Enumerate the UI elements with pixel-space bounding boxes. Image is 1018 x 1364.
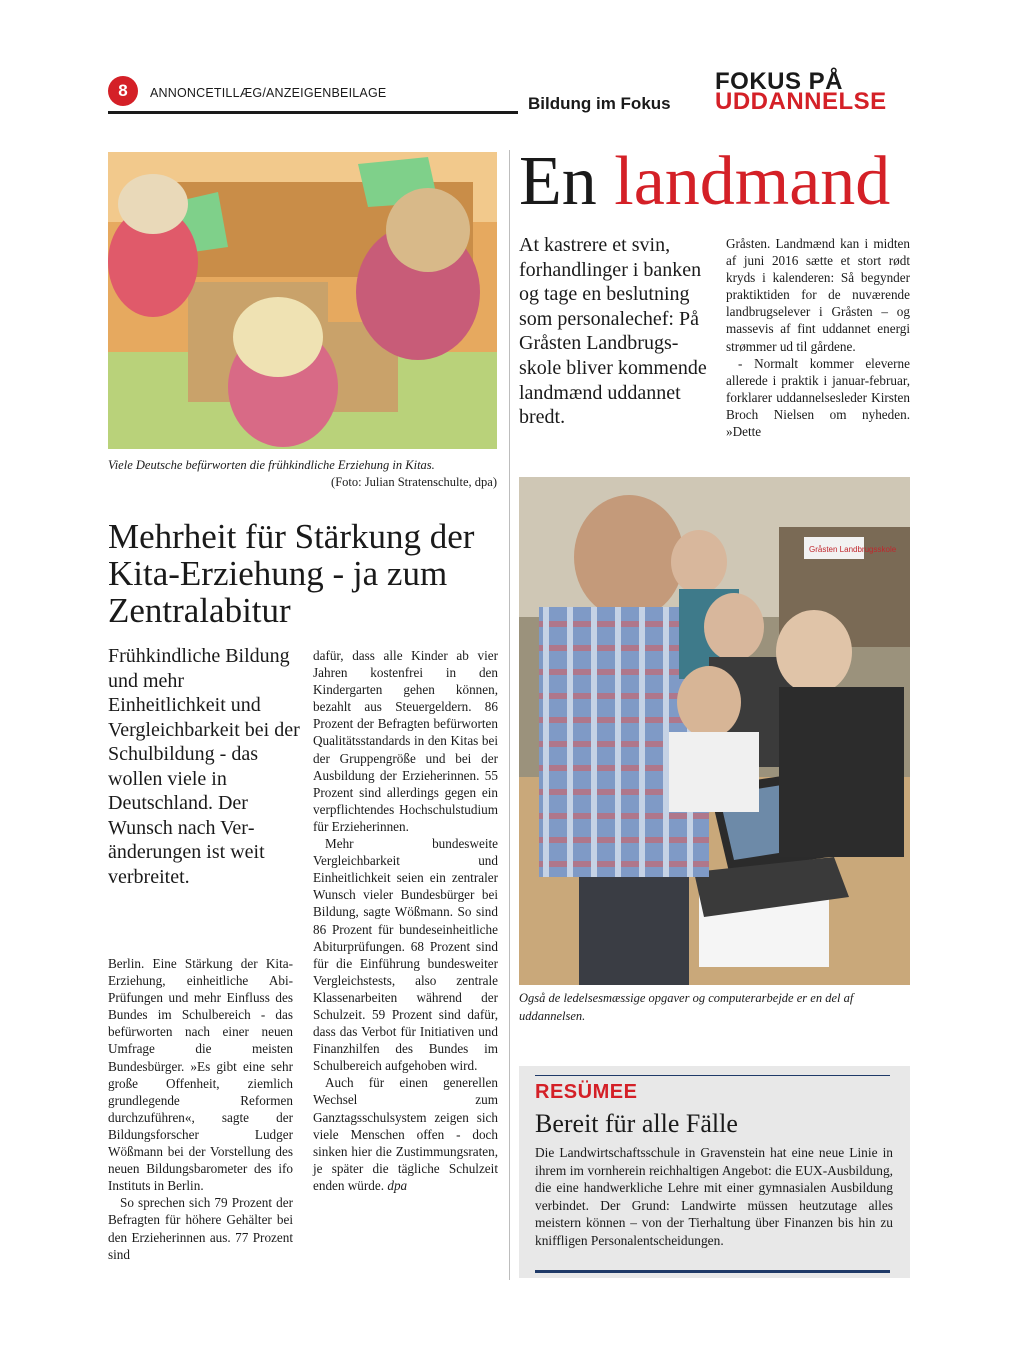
- right-photo-caption: Også de ledelsesmæssige opgaver og computerarbejde er en del af uddannelsen.: [519, 991, 854, 1023]
- headline-word-landmand: landmand: [614, 143, 891, 220]
- page-number-badge: 8: [108, 76, 138, 106]
- article-column-1: [108, 955, 293, 1263]
- body-paragraph: Mehr bundesweite Vergleichbarkeit und Einheitlichkeit seien ein zentraler Wunsch vieler Bundesbürger bei Bildung, sagte Wößmann. So sind 86 Prozent für bundeseinheitliche Abiturprüfungen. 68 Prozent sind für die Einführung bundesweiter Vergleichstests, also zentrale Klassenarbeiten während der Schulzeit. 59 Prozent sind dafür, dass das Verbot für Initiativen und Finanzhilfen des Bundes im Schulbereich aufgehoben wird.: [313, 836, 498, 1074]
- resumee-body: Die Landwirtschaftsschule in Gravenstein hat eine neue Linie in ihrem im vornherein reichhaltigen Angebot: die EUX-Ausbildung, die eine handwerkliche Lehre mit einer gymnasialen Ausbildung verbindet. Der Grund: Landwirte müssen heutzutage alles meistern können – von der Tierhaltung über Finanzen bis hin zu kniffligen Personalentscheidungen.: [535, 1145, 893, 1248]
- article-lead: Frühkindliche Bildung und mehr Einheitlichkeit und Vergleichbarkeit bei der Schulbildung - das wollen viele in Deutschland. Der Wunsch nach Veränderungen ist weit verbreitet.: [108, 645, 300, 888]
- photo-credit: (Foto: Julian Stratenschulte, dpa): [331, 475, 497, 489]
- students-photo-illustration: [519, 477, 910, 985]
- column-divider: [509, 150, 510, 1280]
- body-text: Auch für einen generellen Wechsel zum Ganztagsschulsystem zeigen sich viele Menschen offen - doch sinken hier die Zustimmungsraten, je später die tägliche Schulzeit enden würde.: [313, 1075, 498, 1193]
- resumee-kicker: RESÜMEE: [535, 1081, 638, 1103]
- kita-photo-illustration: [108, 152, 497, 449]
- body-paragraph: So sprechen sich 79 Prozent der Befragten für höhere Gehälter bei den Erzieherinnen aus. 77 Prozent sind: [108, 1195, 293, 1262]
- section-label: ANNONCETILLÆG/ANZEIGENBEILAGE: [150, 86, 387, 100]
- body-paragraph: [313, 1074, 498, 1194]
- kita-children-photo: [108, 152, 497, 449]
- body-paragraph: dafür, dass alle Kinder ab vier Jahren kostenfrei in den Kindergarten gehen können, bezahlt aus Steuergeldern. 86 Prozent der Befragten befürworten Qualitätsstandards in den Kitas bei der Gruppengröße und bei der Ausbildung der Erzieherinnen. 55 Prozent sind allerdings gegen ein verpflichtendes Hochschulstudium für Erzieherinnen.: [313, 648, 498, 834]
- article-column-2: [313, 647, 498, 1194]
- resumee-top-rule: [535, 1075, 890, 1076]
- body-paragraph: Berlin. Eine Stärkung der Kita-Erziehung, einheitliche Abi-Prüfungen und mehr Einfluss des Bundes im Schulbereich - das befürworten nach einer neuen Umfrage die meisten Bundesbürger. »Es gibt eine sehr große Offenheit, ziemlich grundlegende Reformen durchzuführen«, sagte der Bildungsforscher Ludger Wößmann bei der Vorstellung des neuen Bildungsbarometer des ifo Instituts in Berlin.: [108, 956, 293, 1194]
- photo-caption: Viele Deutsche befürworten die frühkindliche Erziehung in Kitas.: [108, 458, 435, 472]
- right-lead: At kastrere et svin, forhandlinger i banken og tage en beslutning som personalechef: På Gråsten Landbrugsskole bliver kommende landmænd uddannet bredt.: [519, 234, 707, 429]
- article-headline: Mehrheit für Stärkung der Kita-Erziehung - ja zum Zentralabitur: [108, 517, 475, 630]
- photo-sign-text: Gråsten Landbrugsskole: [809, 545, 897, 554]
- logo-line-2: UDDANNELSE: [715, 88, 887, 115]
- resumee-bottom-rule: [535, 1270, 890, 1273]
- header-subtitle: Bildung im Fokus: [528, 94, 671, 113]
- author-signature: dpa: [387, 1177, 408, 1193]
- logo-line-1: FOKUS PÅ: [715, 68, 844, 95]
- right-headline: [519, 140, 890, 224]
- right-article-column: [726, 235, 910, 440]
- students-laptop-photo: [519, 477, 910, 985]
- body-paragraph: Gråsten. Landmænd kan i midten af juni 2016 sætte et stort rødt kryds i kalenderen: Så begynder praktiktiden for de nuværende landbrugselever i Gråsten – og massevis af fint uddannet energi strømmer ud til gårdene.: [726, 236, 910, 354]
- header-rule: [108, 111, 518, 114]
- resumee-title: Bereit für alle Fälle: [535, 1109, 738, 1138]
- body-paragraph: - Normalt kommer eleverne allerede i praktik i januar-februar, forklarer uddannelsesleder Kirsten Broch Nielsen om nyheden. »Dette: [726, 355, 910, 440]
- headline-word-en: En: [519, 143, 597, 220]
